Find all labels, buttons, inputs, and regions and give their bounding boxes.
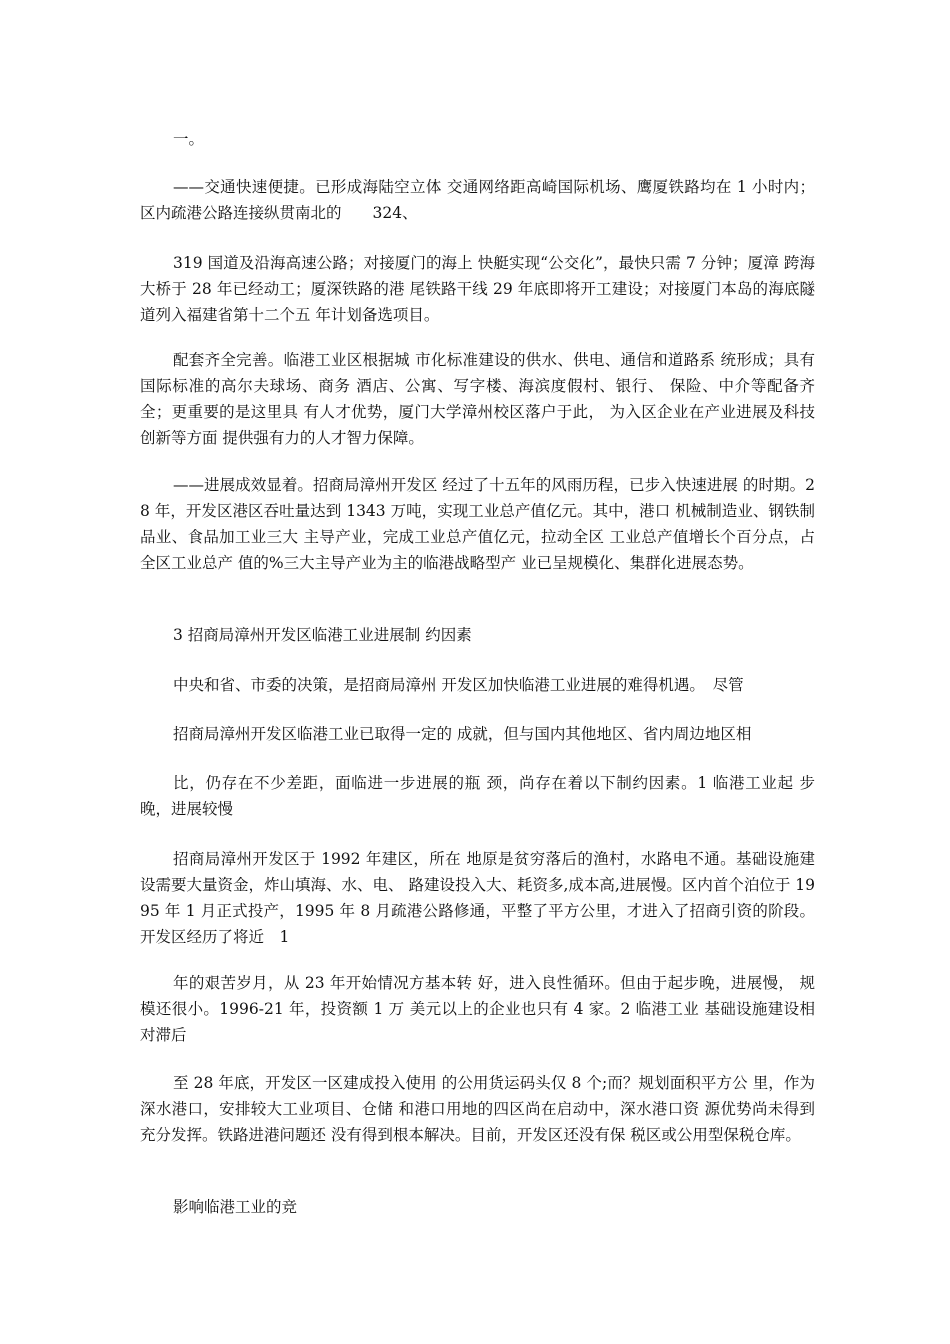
paragraph-fragment: 一。 (173, 130, 205, 148)
paragraph-opportunity: 中央和省、市委的决策，是招商局漳州 开发区加快临港工业进展的难得机遇。 尽管 (173, 676, 744, 694)
paragraph-competitiveness: 影响临港工业的竞 (173, 1198, 298, 1216)
paragraph-transport: ——交通快速便捷。已形成海陆空立体 交通网络距高崎国际机场、鹰厦铁路均在 1 小时内；区内疏港公路连接纵贯南北的 324、 (140, 178, 815, 222)
paragraph-progress: 招商局漳州开发区临港工业已取得一定的 成就，但与国内其他地区、省内周边地区相 (173, 725, 752, 743)
paragraph-hardship: 年的艰苦岁月，从 23 年开始情况方基本转 好，进入良性循环。但由于起步晚，进展慢， 规模还很小。1996-21 年，投资额 1 万 美元以上的企业也只有 4 家。2 临港工业 基础设施建设相对滞后 (140, 974, 815, 1044)
paragraph-roads: 319 国道及沿海高速公路；对接厦门的海上 快艇实现“公交化”，最快只需 7 分钟；厦漳 跨海大桥于 28 年已经动工；厦深铁路的港 尾铁路干线 29 年底即将开工建设；对接厦门本岛的海底隧道列入福建省第十二个五 年计划备选项目。 (140, 254, 815, 324)
paragraph-infrastructure: 至 28 年底，开发区一区建成投入使用 的公用货运码头仅 8 个;而？规划面积平方公 里，作为深水港口，安排较大工业项目、仓储 和港口用地的四区尚在启动中，深水港口资 源优势尚未得到充分发挥。铁路进港问题还 没有得到根本解决。目前，开发区还没有保 税区或公用型保税仓库。 (140, 1074, 815, 1144)
paragraph-facilities: 配套齐全完善。临港工业区根据城 市化标准建设的供水、供电、通信和道路系 统形成；具有国际标准的高尔夫球场、商务 酒店、公寓、写字楼、海滨度假村、银行、 保险、中介等配备齐全；更重要的是这里具 有人才优势，厦门大学漳州校区落户于此， 为入区企业在产业进展及科技创新等方面 提供强有力的人才智力保障。 (140, 351, 815, 447)
paragraph-constraints: 比，仍存在不少差距，面临进一步进展的瓶 颈，尚存在着以下制约因素。1 临港工业起 步晚，进展较慢 (140, 774, 815, 818)
paragraph-achievements: ——进展成效显着。招商局漳州开发区 经过了十五年的风雨历程，已步入快速进展 的时期。28 年，开发区港区吞吐量达到 1343 万吨，实现工业总产值亿元。其中，港口 机械制造业、钢铁制品业、食品加工业三大 主导产业，完成工业总产值亿元，拉动全区 工业总产值增长个百分点，占全区工业总产 值的%三大主导产业为主的临港战略型产 业已呈规模化、集群化进展态势。 (140, 476, 815, 572)
section-heading: 3 招商局漳州开发区临港工业进展制 约因素 (173, 626, 472, 644)
paragraph-history: 招商局漳州开发区于 1992 年建区，所在 地原是贫穷落后的渔村，水路电不通。基础设施建设需要大量资金，炸山填海、水、电、 路建设投入大、耗资多,成本高,进展慢。区内首个泊位于 1995 年 1 月正式投产，1995 年 8 月疏港公路修通，平整了平方公里，才进入了招商引资的阶段。开发区经历了将近 1 (140, 850, 815, 946)
